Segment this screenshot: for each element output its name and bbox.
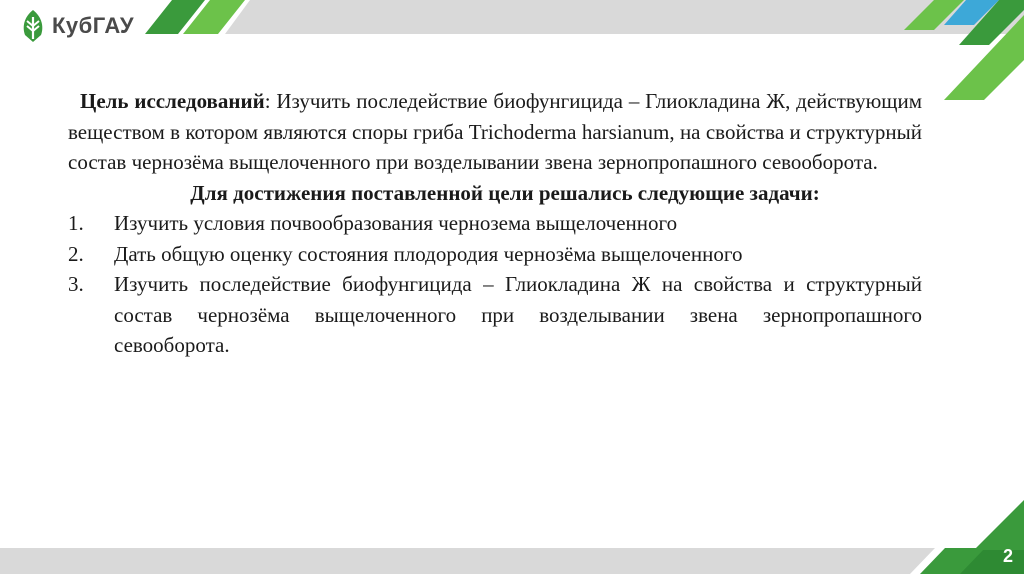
- logo-text: КубГАУ: [52, 13, 135, 38]
- slide-content: [68, 86, 922, 361]
- list-item: [68, 269, 922, 361]
- page-number: 2: [1002, 546, 1013, 566]
- list-item-text: Дать общую оценку состояния плодородия чернозёма выщелоченного: [114, 241, 743, 266]
- goal-text: : Изучить последействие биофунгицида – Глиокладина Ж, действующим веществом в котором являются споры гриба Trichoderma harsianum, на свойства и структурный состав чернозёма выщелоченного при возделывании звена зернопропашного севооборота.: [68, 89, 922, 174]
- tasks-title: Для достижения поставленной цели решались следующие задачи:: [190, 180, 820, 205]
- list-item-text: Изучить условия почвообразования чернозема выщелоченного: [114, 211, 678, 235]
- list-item: [68, 208, 922, 239]
- goal-paragraph: [68, 86, 922, 178]
- goal-label: Цель исследований: [80, 89, 265, 113]
- list-item: [68, 239, 922, 270]
- list-item-number: 2.: [68, 241, 84, 266]
- top-decor-bar: [0, 0, 1024, 34]
- tasks-list: [68, 208, 922, 361]
- list-item-text: Изучить последействие биофунгицида – Глиокладина Ж на свойства и структурный состав чернозёма выщелоченного при возделывании звена зернопропашного севооборота.: [114, 272, 922, 357]
- leaf-logo-icon: [20, 9, 46, 43]
- bottom-corner-accent: [964, 500, 1024, 550]
- bottom-decor-bar: [0, 548, 1024, 574]
- list-item-number: 3.: [68, 272, 84, 296]
- logo: [20, 9, 134, 43]
- list-item-number: 1.: [68, 211, 84, 235]
- corner-decor: [904, 0, 1024, 110]
